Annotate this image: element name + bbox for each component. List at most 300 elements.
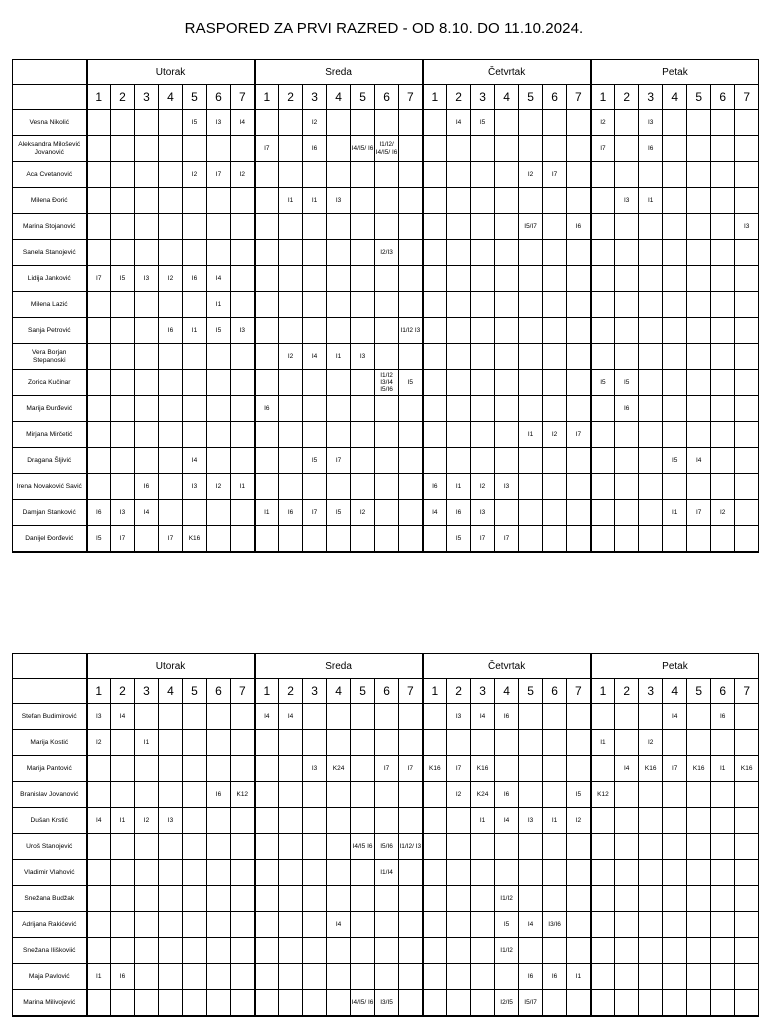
table-row [13, 318, 759, 344]
schedule-table-1 [12, 59, 759, 553]
schedule-cell [447, 370, 471, 396]
schedule-cell [471, 188, 495, 214]
schedule-cell [279, 938, 303, 964]
schedule-cell [591, 500, 615, 526]
schedule-cell [423, 396, 447, 422]
schedule-cell [711, 964, 735, 990]
schedule-cell [279, 422, 303, 448]
schedule-cell [711, 526, 735, 553]
schedule-cell [567, 292, 591, 318]
schedule-cell: I1 [111, 808, 135, 834]
schedule-cell: I1 [279, 188, 303, 214]
schedule-cell [735, 344, 759, 370]
schedule-cell: I2 [231, 162, 255, 188]
schedule-cell [159, 240, 183, 266]
schedule-cell [327, 938, 351, 964]
schedule-cell [639, 938, 663, 964]
schedule-cell: I3/I5 [375, 990, 399, 1017]
schedule-cell [495, 292, 519, 318]
schedule-cell [423, 808, 447, 834]
schedule-cell: I4/I5 I6 [351, 834, 375, 860]
table-row [13, 266, 759, 292]
schedule-cell [399, 474, 423, 500]
day-header: Utorak [87, 654, 255, 679]
schedule-cell [447, 448, 471, 474]
schedule-cell: I4 [255, 704, 279, 730]
schedule-cell [711, 474, 735, 500]
schedule-cell: K16 [183, 526, 207, 553]
schedule-cell [255, 886, 279, 912]
schedule-cell [231, 240, 255, 266]
period-header: 4 [663, 679, 687, 704]
table-row [13, 860, 759, 886]
schedule-cell [375, 162, 399, 188]
schedule-cell [351, 526, 375, 553]
schedule-cell [447, 860, 471, 886]
schedule-cell [303, 782, 327, 808]
schedule-cell [615, 448, 639, 474]
schedule-cell [663, 990, 687, 1017]
schedule-cell [519, 188, 543, 214]
schedule-cell [687, 110, 711, 136]
schedule-cell [471, 344, 495, 370]
schedule-cell [135, 188, 159, 214]
schedule-cell [183, 782, 207, 808]
schedule-cell [423, 990, 447, 1017]
schedule-cell [591, 808, 615, 834]
period-header: 4 [663, 85, 687, 110]
schedule-cell [639, 808, 663, 834]
schedule-cell [351, 730, 375, 756]
schedule-cell [639, 526, 663, 553]
schedule-cell [87, 860, 111, 886]
schedule-cell: I6 [159, 318, 183, 344]
period-header: 6 [375, 679, 399, 704]
schedule-cell [135, 110, 159, 136]
period-header: 1 [87, 679, 111, 704]
schedule-cell [567, 162, 591, 188]
schedule-cell: I7 [543, 162, 567, 188]
schedule-cell: I3 [495, 474, 519, 500]
schedule-cell: K12 [591, 782, 615, 808]
schedule-cell: I5 [111, 266, 135, 292]
schedule-cell [135, 526, 159, 553]
schedule-cell [303, 834, 327, 860]
schedule-cell [327, 860, 351, 886]
schedule-cell [135, 704, 159, 730]
schedule-cell [135, 448, 159, 474]
schedule-cell [591, 162, 615, 188]
schedule-cell [231, 136, 255, 162]
schedule-cell [687, 344, 711, 370]
schedule-cell [159, 938, 183, 964]
schedule-cell [567, 344, 591, 370]
schedule-cell [183, 964, 207, 990]
schedule-cell [423, 292, 447, 318]
schedule-cell [447, 162, 471, 188]
schedule-cell [303, 318, 327, 344]
schedule-cell [423, 370, 447, 396]
period-header: 5 [519, 679, 543, 704]
schedule-cell [495, 110, 519, 136]
schedule-cell [207, 370, 231, 396]
period-header: 4 [159, 85, 183, 110]
schedule-cell [687, 526, 711, 553]
schedule-cell [255, 526, 279, 553]
schedule-cell [111, 188, 135, 214]
schedule-cell [375, 318, 399, 344]
schedule-cell [207, 756, 231, 782]
schedule-cell [711, 886, 735, 912]
schedule-cell [231, 214, 255, 240]
schedule-cell [255, 964, 279, 990]
teacher-name: Marina Stojanović [13, 214, 87, 240]
schedule-cell [735, 500, 759, 526]
schedule-cell [375, 214, 399, 240]
schedule-cell [399, 162, 423, 188]
schedule-cell [183, 188, 207, 214]
schedule-cell: I2 [351, 500, 375, 526]
schedule-cell: I3 [615, 188, 639, 214]
schedule-cell [399, 526, 423, 553]
schedule-cell [615, 834, 639, 860]
schedule-cell [327, 422, 351, 448]
schedule-cell [711, 808, 735, 834]
schedule-cell [183, 938, 207, 964]
schedule-cell [495, 214, 519, 240]
schedule-cell [519, 834, 543, 860]
schedule-cell [327, 990, 351, 1017]
schedule-cell [639, 162, 663, 188]
schedule-cell [207, 422, 231, 448]
schedule-cell [423, 730, 447, 756]
schedule-cell [711, 396, 735, 422]
schedule-cell [591, 474, 615, 500]
schedule-cell [711, 344, 735, 370]
schedule-cell [255, 474, 279, 500]
schedule-cell [663, 266, 687, 292]
schedule-cell [591, 344, 615, 370]
schedule-cell [615, 990, 639, 1017]
schedule-cell [519, 526, 543, 553]
schedule-cell [375, 474, 399, 500]
schedule-cell [183, 912, 207, 938]
period-header: 6 [543, 85, 567, 110]
schedule-cell [327, 886, 351, 912]
schedule-cell: I7 [399, 756, 423, 782]
schedule-cell [303, 938, 327, 964]
schedule-cell [423, 422, 447, 448]
schedule-cell [543, 188, 567, 214]
table-row [13, 344, 759, 370]
corner-cell [13, 679, 87, 704]
schedule-cell [543, 266, 567, 292]
schedule-cell [591, 318, 615, 344]
schedule-cell: K16 [639, 756, 663, 782]
schedule-cell [351, 886, 375, 912]
schedule-cell [447, 318, 471, 344]
schedule-cell [231, 756, 255, 782]
schedule-cell [519, 396, 543, 422]
teacher-name: Marija Đurđević [13, 396, 87, 422]
schedule-cell [495, 162, 519, 188]
schedule-cell [471, 834, 495, 860]
schedule-cell: I4 [471, 704, 495, 730]
schedule-cell [735, 162, 759, 188]
schedule-cell [231, 526, 255, 553]
schedule-cell: I3 [639, 110, 663, 136]
schedule-cell: I7 [447, 756, 471, 782]
schedule-cell [327, 782, 351, 808]
schedule-cell [495, 964, 519, 990]
schedule-cell [375, 782, 399, 808]
schedule-cell [159, 886, 183, 912]
schedule-cell [111, 396, 135, 422]
schedule-cell [327, 704, 351, 730]
schedule-cell: I2 [159, 266, 183, 292]
period-header: 7 [399, 679, 423, 704]
schedule-cell [159, 474, 183, 500]
table-row [13, 704, 759, 730]
schedule-cell: I3 [303, 756, 327, 782]
period-header: 2 [111, 679, 135, 704]
schedule-cell [87, 912, 111, 938]
schedule-cell: I5/I6 [375, 834, 399, 860]
schedule-cell [135, 886, 159, 912]
schedule-cell [255, 860, 279, 886]
schedule-cell [423, 344, 447, 370]
schedule-cell [375, 912, 399, 938]
schedule-cell: K16 [423, 756, 447, 782]
period-header: 2 [615, 679, 639, 704]
schedule-cell [279, 136, 303, 162]
schedule-cell: I4 [423, 500, 447, 526]
schedule-cell: I6 [279, 500, 303, 526]
schedule-cell [495, 370, 519, 396]
schedule-cell [687, 422, 711, 448]
table-row [13, 990, 759, 1017]
schedule-cell [591, 292, 615, 318]
schedule-cell [495, 860, 519, 886]
schedule-cell [519, 240, 543, 266]
period-header: 7 [231, 679, 255, 704]
schedule-cell [159, 782, 183, 808]
schedule-cell [87, 240, 111, 266]
schedule-cell [135, 162, 159, 188]
schedule-cell: I6 [255, 396, 279, 422]
schedule-cell [495, 240, 519, 266]
schedule-cell [615, 704, 639, 730]
period-header: 2 [279, 85, 303, 110]
schedule-cell [231, 500, 255, 526]
schedule-cell [183, 214, 207, 240]
schedule-cell [543, 474, 567, 500]
schedule-cell [327, 240, 351, 266]
schedule-cell [87, 110, 111, 136]
period-header: 7 [735, 85, 759, 110]
schedule-cell [735, 266, 759, 292]
schedule-cell: I1 [87, 964, 111, 990]
schedule-cell [543, 292, 567, 318]
schedule-cell [279, 240, 303, 266]
schedule-cell [663, 318, 687, 344]
schedule-cell [543, 834, 567, 860]
schedule-cell [135, 834, 159, 860]
schedule-cell: K24 [471, 782, 495, 808]
schedule-cell [255, 938, 279, 964]
schedule-cell [279, 730, 303, 756]
schedule-cell [543, 782, 567, 808]
schedule-cell [375, 500, 399, 526]
schedule-cell [255, 730, 279, 756]
schedule-cell [663, 396, 687, 422]
schedule-cell [159, 756, 183, 782]
schedule-cell [351, 162, 375, 188]
schedule-cell [711, 912, 735, 938]
schedule-cell [111, 912, 135, 938]
schedule-cell [351, 370, 375, 396]
schedule-cell [183, 990, 207, 1017]
schedule-cell [735, 448, 759, 474]
schedule-cell: I7 [111, 526, 135, 553]
schedule-cell [159, 912, 183, 938]
day-header: Petak [591, 60, 759, 85]
schedule-cell [543, 886, 567, 912]
schedule-cell [183, 136, 207, 162]
schedule-cell [207, 704, 231, 730]
schedule-cell [159, 162, 183, 188]
schedule-cell [615, 292, 639, 318]
schedule-cell [615, 318, 639, 344]
schedule-cell [231, 964, 255, 990]
schedule-cell: I2 [639, 730, 663, 756]
schedule-cell: K16 [471, 756, 495, 782]
schedule-cell [135, 990, 159, 1017]
teacher-name: Uroš Stanojević [13, 834, 87, 860]
schedule-cell [663, 344, 687, 370]
schedule-cell [135, 396, 159, 422]
schedule-cell [711, 938, 735, 964]
schedule-cell [327, 136, 351, 162]
schedule-cell: I2 [303, 110, 327, 136]
schedule-cell [471, 318, 495, 344]
table-row [13, 370, 759, 396]
schedule-cell [591, 834, 615, 860]
schedule-cell [279, 756, 303, 782]
schedule-cell: I6 [711, 704, 735, 730]
schedule-cell [279, 396, 303, 422]
schedule-cell [711, 240, 735, 266]
schedule-cell: I1 [471, 808, 495, 834]
schedule-cell [399, 266, 423, 292]
schedule-cell [711, 292, 735, 318]
schedule-cell [687, 188, 711, 214]
schedule-cell [591, 448, 615, 474]
period-header: 4 [327, 679, 351, 704]
schedule-cell [399, 240, 423, 266]
schedule-cell [711, 990, 735, 1017]
period-header: 7 [399, 85, 423, 110]
schedule-cell [687, 782, 711, 808]
period-header: 2 [111, 85, 135, 110]
period-header: 5 [351, 85, 375, 110]
schedule-cell [663, 938, 687, 964]
schedule-cell: I4 [519, 912, 543, 938]
schedule-cell [495, 730, 519, 756]
schedule-cell [567, 990, 591, 1017]
teacher-name: Milena Đorić [13, 188, 87, 214]
schedule-cell [231, 886, 255, 912]
table-row [13, 526, 759, 553]
teacher-name: Marija Kostić [13, 730, 87, 756]
schedule-cell [519, 782, 543, 808]
schedule-cell [567, 474, 591, 500]
schedule-cell [279, 912, 303, 938]
schedule-cell: I1 [447, 474, 471, 500]
schedule-cell: I7 [591, 136, 615, 162]
schedule-cell [711, 370, 735, 396]
period-header: 5 [183, 679, 207, 704]
schedule-cell: I1 [255, 500, 279, 526]
schedule-cell [207, 526, 231, 553]
schedule-cell [231, 266, 255, 292]
schedule-cell [351, 860, 375, 886]
day-header: Sreda [255, 654, 423, 679]
schedule-cell: K12 [231, 782, 255, 808]
schedule-cell [567, 396, 591, 422]
schedule-cell [279, 886, 303, 912]
schedule-cell [735, 292, 759, 318]
schedule-cell: I6 [87, 500, 111, 526]
schedule-cell [687, 808, 711, 834]
schedule-cell [567, 756, 591, 782]
schedule-cell [711, 730, 735, 756]
schedule-cell: I3 [351, 344, 375, 370]
schedule-cell: I6 [639, 136, 663, 162]
schedule-cell [351, 318, 375, 344]
schedule-cell [231, 808, 255, 834]
schedule-cell [231, 704, 255, 730]
schedule-cell [471, 422, 495, 448]
schedule-cell [471, 214, 495, 240]
schedule-cell [351, 188, 375, 214]
schedule-cell [543, 990, 567, 1017]
schedule-cell [447, 938, 471, 964]
schedule-cell [135, 292, 159, 318]
schedule-cell [207, 396, 231, 422]
schedule-cell [183, 500, 207, 526]
schedule-cell [687, 964, 711, 990]
corner-cell [13, 654, 87, 679]
schedule-cell [663, 964, 687, 990]
schedule-cell [567, 526, 591, 553]
schedule-cell [399, 730, 423, 756]
schedule-cell: I1 [135, 730, 159, 756]
schedule-cell [567, 912, 591, 938]
period-header: 1 [87, 85, 111, 110]
schedule-cell [615, 782, 639, 808]
schedule-cell [87, 938, 111, 964]
schedule-cell: I2 [471, 474, 495, 500]
schedule-cell [87, 834, 111, 860]
schedule-cell: I3 [159, 808, 183, 834]
schedule-cell [687, 136, 711, 162]
schedule-cell [447, 730, 471, 756]
period-header: 3 [471, 85, 495, 110]
schedule-cell [87, 318, 111, 344]
period-header: 2 [447, 85, 471, 110]
teacher-name: Marija Pantović [13, 756, 87, 782]
